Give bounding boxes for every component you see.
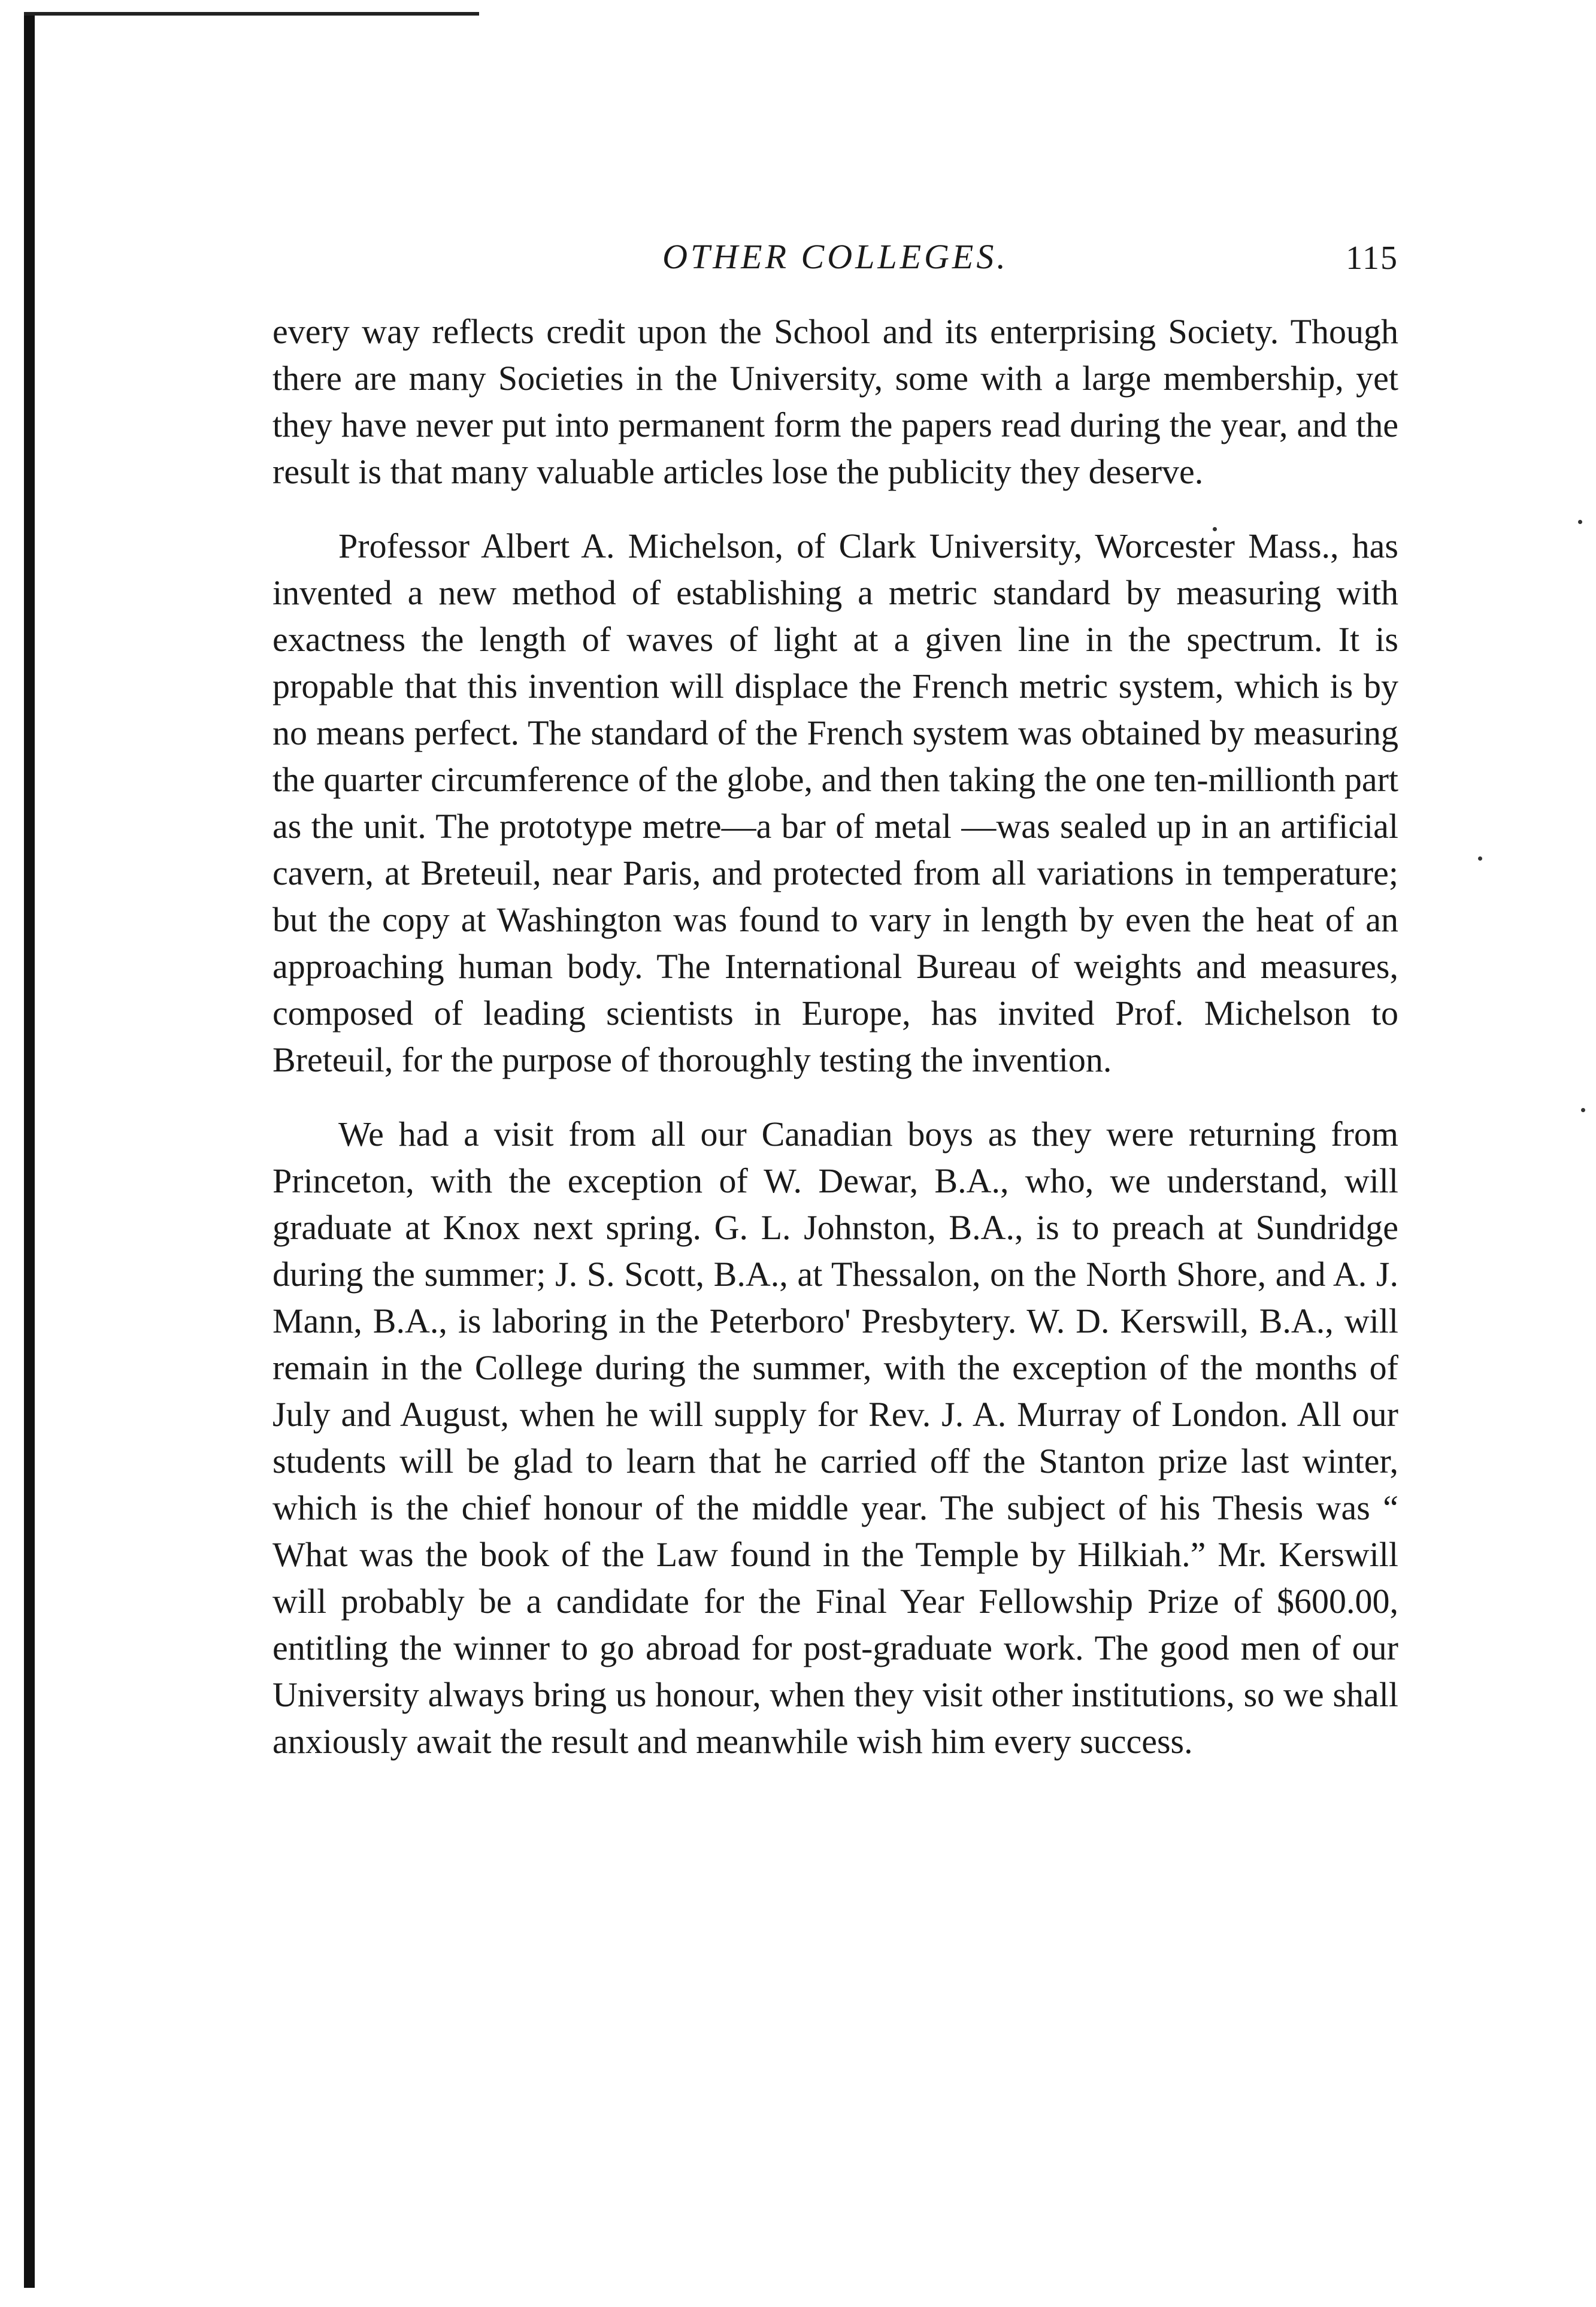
page-body — [272, 231, 1398, 1793]
speck-mark — [1478, 856, 1482, 861]
top-rule — [24, 12, 479, 16]
page-number: 115 — [1346, 240, 1398, 277]
paragraph-canadian-boys: We had a visit from all our Canadian boys as they were returning from Princeton, with the exception of W. Dewar, B.A., who, we understand, will graduate at Knox next spring. G. L. Johnston, B.A., is to preach at Sundridge during the summer; J. S. Scott, B.A., at Thessalon, on the North Shore, and A. J. Mann, B.A., is laboring in the Peterboro' Presbytery. W. D. Kerswill, B.A., will remain in the College during the summer, with the exception of the months of July and August, when he will supply for Rev. J. A. Murray of London. All our students will be glad to learn that he carried off the Stanton prize last winter, which is the chief honour of the middle year. The subject of his Thesis was “ What was the book of the Law found in the Temple by Hilkiah.” Mr. Kerswill will probably be a candidate for the Final Year Fellowship Prize of $600.00, entitling the winner to go abroad for post-graduate work. The good men of our University always bring us honour, when they visit other institutions, so we shall anxiously await the result and meanwhile wish him every success. — [272, 1115, 1398, 1761]
speck-mark — [1581, 1108, 1585, 1112]
binding-edge — [24, 12, 35, 2288]
running-title: OTHER COLLEGES. — [662, 237, 1009, 276]
speck-mark — [1578, 520, 1582, 524]
paragraph-michelson: Professor Albert A. Michelson, of Clark University, Worcester Mass., has invented a new method of establishing a metric standard by measuring with exactness the length of waves of light at a given line in the spectrum. It is propable that this invention will displace the French metric system, which is by no means perfect. The standard of the French system was obtained by measuring the quarter circumference of the globe, and then taking the one ten-millionth part as the unit. The prototype metre—a bar of metal —was sealed up in an artificial cavern, at Breteuil, near Paris, and protected from all variations in temperature; but the copy at Washington was found to vary in length by even the heat of an approaching human body. The International Bureau of weights and measures, composed of leading scientists in Europe, has invited Prof. Michelson to Breteuil, for the purpose of thoroughly testing the invention. — [272, 526, 1398, 1079]
paragraph-continuation: every way reflects credit upon the School and its enterprising Society. Though there are many Societies in the University, some with a large membership, yet they have never put into permanent form the papers read during the year, and the result is that many valuable articles lose the publicity they deserve. — [272, 312, 1398, 491]
running-head — [272, 231, 1398, 284]
